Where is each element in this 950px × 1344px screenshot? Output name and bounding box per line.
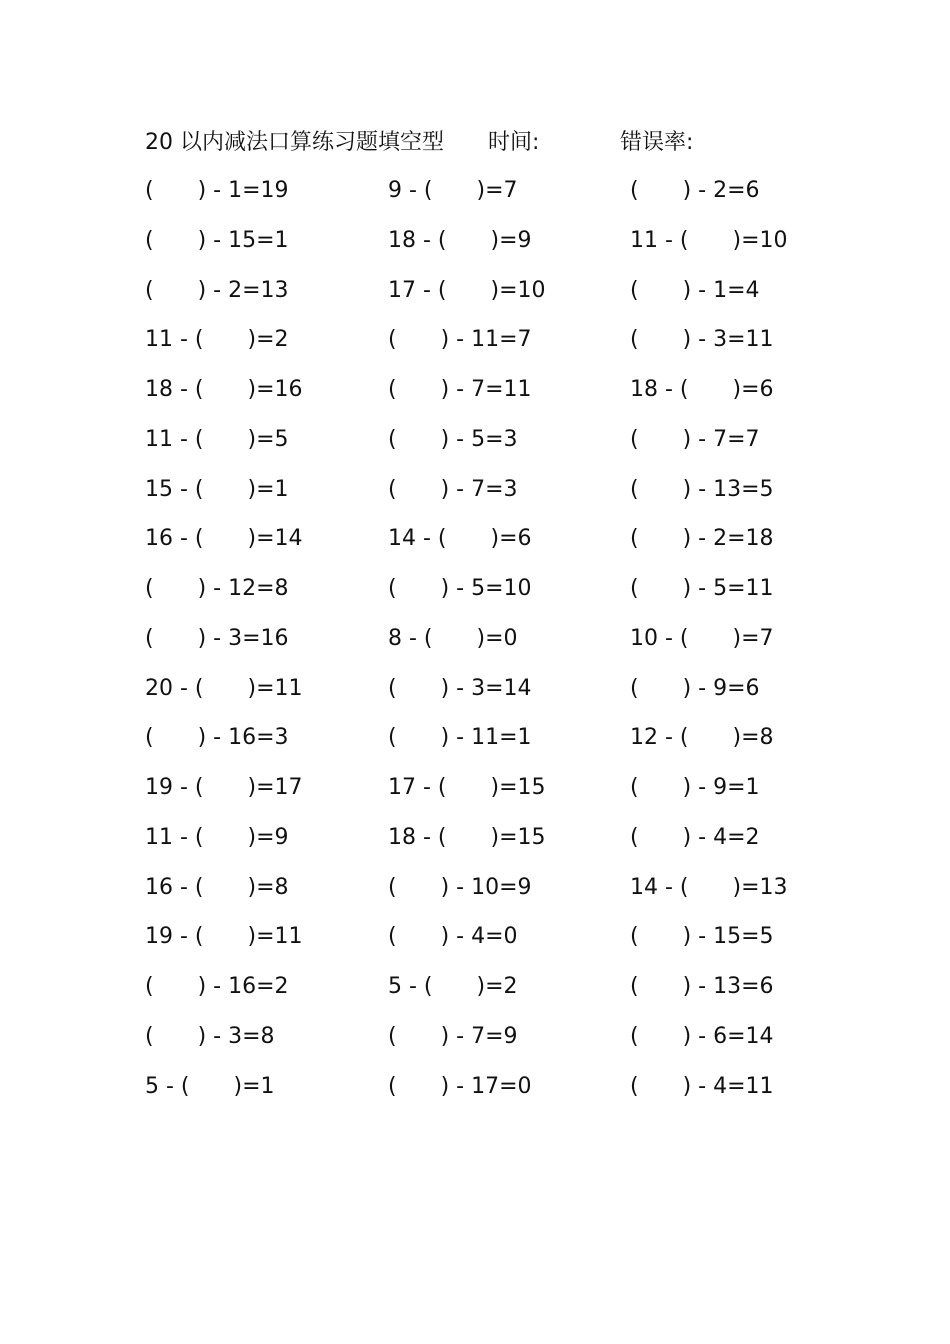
problem-text: 11 - ( )=9 xyxy=(145,824,289,850)
problem-cell xyxy=(388,821,558,855)
problem-row xyxy=(0,970,950,1020)
problem-text: ( ) - 16=3 xyxy=(145,725,289,751)
error-rate-label: 错误率: xyxy=(620,130,694,155)
problem-text: ( ) - 5=3 xyxy=(388,426,518,452)
problem-text: ( ) - 15=5 xyxy=(630,924,774,950)
problem-cell xyxy=(630,821,800,855)
problem-text: 14 - ( )=6 xyxy=(388,526,532,552)
problem-row xyxy=(0,920,950,970)
problem-cell xyxy=(388,871,558,905)
problem-text: ( ) - 11=1 xyxy=(388,725,532,751)
problem-text: 11 - ( )=5 xyxy=(145,426,289,452)
problem-text: ( ) - 9=6 xyxy=(630,675,760,701)
worksheet-header xyxy=(0,126,950,160)
problem-row xyxy=(0,1020,950,1070)
problem-cell xyxy=(145,323,315,357)
problem-text: ( ) - 7=9 xyxy=(388,1023,518,1049)
problem-cell xyxy=(145,174,315,208)
problem-text: ( ) - 6=14 xyxy=(630,1023,774,1049)
problem-cell xyxy=(145,721,315,755)
problem-row xyxy=(0,871,950,921)
problem-row xyxy=(0,771,950,821)
problem-text: 11 - ( )=2 xyxy=(145,327,289,353)
problem-cell xyxy=(630,970,800,1004)
problem-cell xyxy=(145,572,315,606)
problem-text: 5 - ( )=2 xyxy=(388,974,518,999)
problem-text: ( ) - 5=11 xyxy=(630,576,774,601)
problem-text: ( ) - 10=9 xyxy=(388,874,532,900)
problem-cell xyxy=(145,970,315,1004)
problem-text: ( ) - 3=16 xyxy=(145,625,289,651)
problem-text: ( ) - 1=19 xyxy=(145,178,289,203)
problem-text: 11 - ( )=10 xyxy=(630,227,788,253)
problem-row xyxy=(0,572,950,622)
problem-cell xyxy=(388,373,558,407)
problem-row xyxy=(0,821,950,871)
problem-cell xyxy=(388,323,558,357)
problem-text: ( ) - 17=0 xyxy=(388,1073,532,1099)
time-label: 时间: xyxy=(488,130,540,155)
problem-cell xyxy=(145,274,315,308)
problem-text: ( ) - 3=14 xyxy=(388,675,532,701)
problem-cell xyxy=(630,174,800,208)
problem-text: 16 - ( )=8 xyxy=(145,874,289,900)
problem-cell xyxy=(388,970,558,1004)
problem-cell xyxy=(630,771,800,805)
problem-text: ( ) - 4=0 xyxy=(388,924,518,950)
problem-text: 19 - ( )=11 xyxy=(145,924,303,950)
problem-text: ( ) - 13=5 xyxy=(630,476,774,502)
problem-text: ( ) - 3=8 xyxy=(145,1023,275,1049)
problem-row xyxy=(0,672,950,722)
problem-text: ( ) - 5=10 xyxy=(388,576,532,601)
problem-text: 8 - ( )=0 xyxy=(388,625,518,651)
problem-cell xyxy=(630,871,800,905)
problem-cell xyxy=(388,1020,558,1054)
problem-text: 15 - ( )=1 xyxy=(145,476,289,502)
problem-text: ( ) - 2=6 xyxy=(630,178,760,203)
problem-text: ( ) - 7=11 xyxy=(388,377,532,402)
problem-text: 5 - ( )=1 xyxy=(145,1073,275,1099)
problem-grid xyxy=(0,174,950,1119)
problem-cell xyxy=(630,1020,800,1054)
problem-text: ( ) - 2=18 xyxy=(630,526,774,552)
problem-text: 16 - ( )=14 xyxy=(145,526,303,552)
problem-text: ( ) - 7=3 xyxy=(388,476,518,502)
problem-cell xyxy=(388,1070,558,1104)
problem-row xyxy=(0,323,950,373)
problem-cell xyxy=(630,323,800,357)
problem-cell xyxy=(388,572,558,606)
problem-text: ( ) - 2=13 xyxy=(145,277,289,303)
problem-cell xyxy=(630,473,800,507)
problem-cell xyxy=(145,871,315,905)
problem-text: ( ) - 4=11 xyxy=(630,1073,774,1099)
problem-cell xyxy=(630,224,800,258)
problem-row xyxy=(0,721,950,771)
problem-cell xyxy=(388,721,558,755)
problem-text: ( ) - 15=1 xyxy=(145,227,289,253)
problem-text: 18 - ( )=16 xyxy=(145,377,303,402)
problem-cell xyxy=(630,721,800,755)
problem-row xyxy=(0,1070,950,1120)
problem-cell xyxy=(630,672,800,706)
problem-cell xyxy=(145,373,315,407)
problem-text: 18 - ( )=6 xyxy=(630,377,774,402)
problem-cell xyxy=(388,174,558,208)
problem-cell xyxy=(630,622,800,656)
problem-text: ( ) - 7=7 xyxy=(630,426,760,452)
problem-text: 18 - ( )=9 xyxy=(388,227,532,253)
problem-text: ( ) - 12=8 xyxy=(145,576,289,601)
problem-cell xyxy=(388,224,558,258)
worksheet-title: 20 以内减法口算练习题填空型 xyxy=(145,130,444,155)
problem-cell xyxy=(388,423,558,457)
problem-cell xyxy=(630,423,800,457)
problem-text: 10 - ( )=7 xyxy=(630,625,774,651)
problem-cell xyxy=(145,821,315,855)
problem-row xyxy=(0,522,950,572)
problem-cell xyxy=(145,622,315,656)
problem-cell xyxy=(388,672,558,706)
problem-text: 20 - ( )=11 xyxy=(145,675,303,701)
problem-cell xyxy=(388,274,558,308)
problem-cell xyxy=(145,1020,315,1054)
problem-text: 14 - ( )=13 xyxy=(630,874,788,900)
problem-text: ( ) - 1=4 xyxy=(630,277,760,303)
problem-row xyxy=(0,174,950,224)
problem-row xyxy=(0,373,950,423)
problem-text: ( ) - 16=2 xyxy=(145,974,289,999)
problem-cell xyxy=(145,771,315,805)
problem-row xyxy=(0,622,950,672)
problem-cell xyxy=(388,771,558,805)
problem-cell xyxy=(630,920,800,954)
problem-cell xyxy=(145,473,315,507)
problem-text: ( ) - 9=1 xyxy=(630,775,760,800)
problem-text: ( ) - 11=7 xyxy=(388,327,532,353)
problem-cell xyxy=(630,1070,800,1104)
problem-row xyxy=(0,274,950,324)
problem-cell xyxy=(630,522,800,556)
problem-text: 9 - ( )=7 xyxy=(388,178,518,203)
problem-cell xyxy=(388,473,558,507)
problem-cell xyxy=(388,920,558,954)
problem-cell xyxy=(145,522,315,556)
problem-row xyxy=(0,423,950,473)
problem-cell xyxy=(145,1070,315,1104)
problem-cell xyxy=(388,622,558,656)
problem-text: 17 - ( )=15 xyxy=(388,775,546,800)
problem-text: 19 - ( )=17 xyxy=(145,775,303,800)
problem-row xyxy=(0,473,950,523)
problem-cell xyxy=(630,274,800,308)
problem-cell xyxy=(145,672,315,706)
problem-cell xyxy=(388,522,558,556)
problem-cell xyxy=(630,373,800,407)
problem-text: 17 - ( )=10 xyxy=(388,277,546,303)
problem-text: ( ) - 3=11 xyxy=(630,327,774,353)
problem-cell xyxy=(145,224,315,258)
problem-text: 12 - ( )=8 xyxy=(630,725,774,751)
problem-text: ( ) - 4=2 xyxy=(630,824,760,850)
problem-cell xyxy=(145,423,315,457)
problem-cell xyxy=(145,920,315,954)
problem-text: ( ) - 13=6 xyxy=(630,974,774,999)
problem-row xyxy=(0,224,950,274)
problem-cell xyxy=(630,572,800,606)
problem-text: 18 - ( )=15 xyxy=(388,824,546,850)
